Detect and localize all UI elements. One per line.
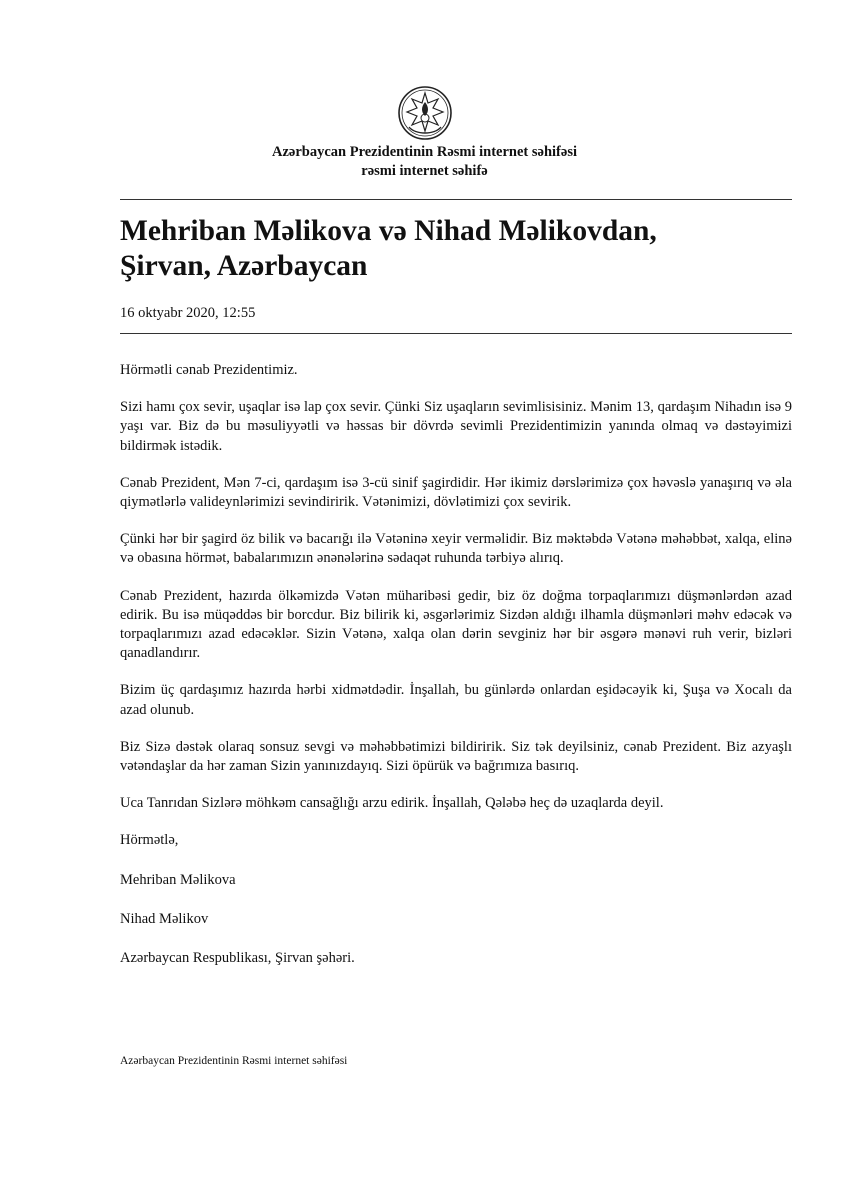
article-title [120, 214, 792, 284]
paragraph: Sizi hamı çox sevir, uşaqlar isə lap çox sevir. Çünki Siz uşaqların sevimlisisiniz. Mənim 13, qardaşım Nihadın isə 9 yaşı var. Biz də bu məsuliyyətli və həssas bir dövrdə sevimli Prezidentimizin yanında olmaq və dəstəyimizi bildirmək istədik. [120, 399, 792, 454]
paragraph: Biz Sizə dəstək olaraq sonsuz sevgi və məhəbbətimizi bildiririk. Siz tək deyilsiniz, cənab Prezident. Biz azyaşlı vətəndaşlar da hər zaman Sizin yanınızdayıq. Sizi öpürük və bağrımıza basırıq. [120, 738, 792, 775]
site-title: Azərbaycan Prezidentinin Rəsmi internet səhifəsi [272, 144, 577, 160]
title-divider [120, 333, 792, 334]
paragraph: Uca Tanrıdan Sizlərə möhkəm cansağlığı arzu edirik. İnşallah, Qələbə heç də uzaqlarda deyil. [120, 795, 664, 812]
article-title-line-1: Mehriban Məlikova və Nihad Məlikovdan, [120, 215, 657, 247]
signature-name-1: Mehriban Məlikova [120, 871, 236, 888]
paragraph: Cənab Prezident, Mən 7-ci, qardaşım isə 3-cü sinif şagirdidir. Hər ikimiz dərslərimizə çox həvəslə yanaşırıq və əla qiymətlərlə valideynlərimizi sevindiririk. Vətənimizi, dövlətimizi çox sevirik. [120, 474, 792, 511]
site-subtitle: rəsmi internet səhifə [361, 163, 488, 179]
paragraph-salutation: Hörmətli cənab Prezidentimiz. [120, 362, 298, 378]
state-emblem-icon [397, 85, 453, 141]
closing-regards: Hörmətlə, [120, 832, 179, 849]
signature-name-2: Nihad Məlikov [120, 910, 209, 927]
paragraph: Bizim üç qardaşımız hazırda hərbi xidmətdədir. İnşallah, bu günlərdə onlardan eşidəcəyik ki, Şuşa və Xocalı da azad olunub. [120, 682, 792, 718]
signature-location: Azərbaycan Respublikası, Şirvan şəhəri. [120, 950, 355, 967]
paragraph: Cənab Prezident, hazırda ölkəmizdə Vətən müharibəsi gedir, biz öz doğma torpaqlarımızı düşmənlərdən azad edirik. Bu isə müqəddəs bir borcdur. Biz bilirik ki, əsgərlərimiz Sizdən aldığı ilhamla düşmənləri məhv edəcək və torpaqlarımızı azad edəcəklər. Sizin Vətənə, xalqa olan dərin sevginiz hər bir əsgərə mənəvi ruh verir, bizləri qanadlandırır. [120, 587, 792, 662]
footer-source: Azərbaycan Prezidentinin Rəsmi internet səhifəsi [120, 1055, 348, 1067]
paragraph: Çünki hər bir şagird öz bilik və bacarığı ilə Vətəninə xeyir verməlidir. Biz məktəbdə Vətənə məhəbbət, xalqa, elinə və obasına hörmət, babalarımızın ənənələrinə sədaqət ruhunda tərbiyə alırıq. [120, 531, 792, 567]
article-body [120, 361, 792, 988]
header-divider [120, 199, 792, 200]
article-date: 16 oktyabr 2020, 12:55 [120, 305, 256, 321]
article-title-line-2: Şirvan, Azərbaycan [120, 250, 368, 282]
